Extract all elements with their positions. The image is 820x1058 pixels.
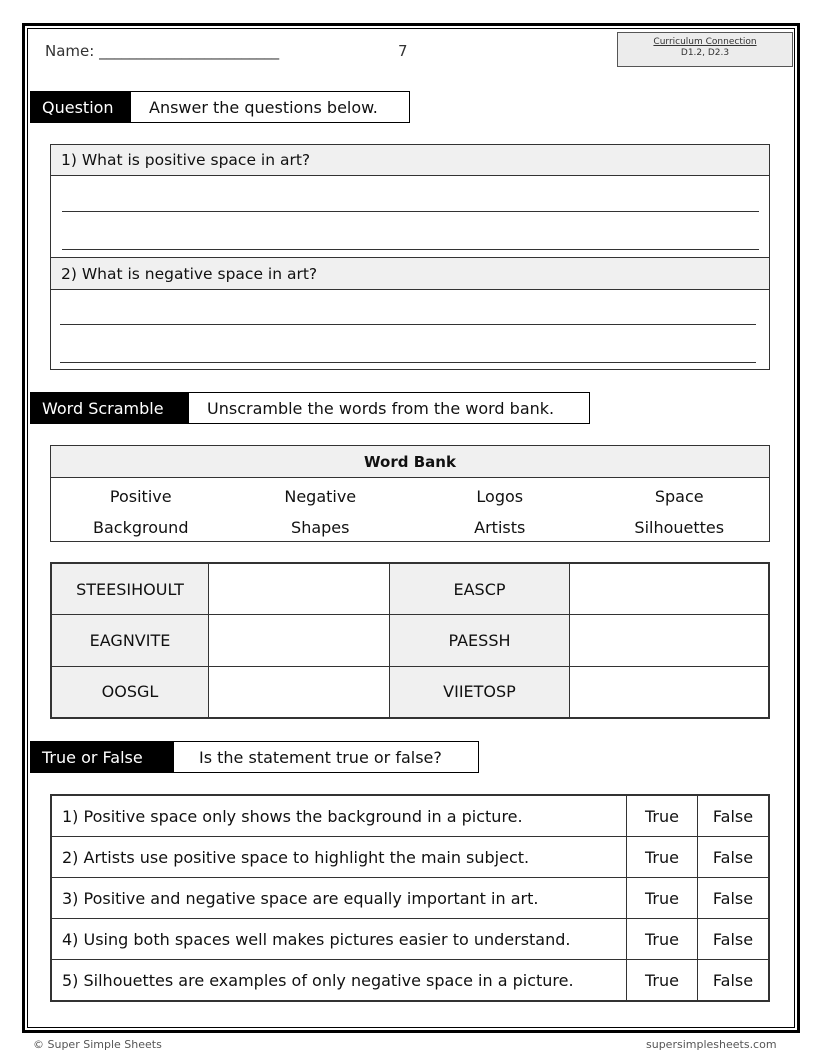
answer-line[interactable] (62, 249, 759, 250)
true-false-table (50, 794, 770, 1002)
answer-cell[interactable] (570, 615, 769, 666)
name-field[interactable]: Name: ________________________ (45, 42, 280, 60)
scrambled-word: PAESSH (390, 615, 570, 666)
table-row (52, 666, 769, 717)
section-label: Question (30, 91, 131, 123)
answer-cell[interactable] (570, 564, 769, 615)
answer-line[interactable] (62, 211, 759, 212)
scrambled-word: EAGNVITE (52, 615, 209, 666)
word-bank-item: Silhouettes (634, 518, 725, 537)
scrambled-word: VIIETOSP (390, 666, 570, 717)
table-row (52, 615, 769, 666)
curriculum-title: Curriculum Connection (653, 37, 757, 47)
tf-section-header (30, 741, 479, 773)
true-option[interactable]: True (627, 878, 698, 919)
true-option[interactable]: True (627, 919, 698, 960)
word-bank-item: Logos (476, 487, 524, 506)
table-row (52, 960, 769, 1001)
tf-statement: 5) Silhouettes are examples of only negative space in a picture. (52, 960, 627, 1001)
question-box (50, 144, 770, 370)
scramble-section-header (30, 392, 590, 424)
footer-copyright: © Super Simple Sheets (33, 1038, 162, 1051)
scramble-table (50, 562, 770, 719)
word-bank-title: Word Bank (51, 446, 769, 478)
scrambled-word: EASCP (390, 564, 570, 615)
answer-cell[interactable] (209, 564, 390, 615)
answer-cell[interactable] (209, 666, 390, 717)
scrambled-word: STEESIHOULT (52, 564, 209, 615)
true-option[interactable]: True (627, 796, 698, 837)
false-option[interactable]: False (698, 878, 769, 919)
scrambled-word: OOSGL (52, 666, 209, 717)
false-option[interactable]: False (698, 796, 769, 837)
footer-website[interactable]: supersimplesheets.com (646, 1038, 777, 1051)
false-option[interactable]: False (698, 960, 769, 1001)
word-bank (50, 445, 770, 542)
word-bank-item: Shapes (291, 518, 350, 537)
true-option[interactable]: True (627, 960, 698, 1001)
section-instruction: Answer the questions below. (131, 91, 410, 123)
question-section-header (30, 91, 410, 123)
question-1: 1) What is positive space in art? (51, 145, 769, 176)
word-bank-item: Negative (284, 487, 357, 506)
table-row (52, 919, 769, 960)
section-instruction: Unscramble the words from the word bank. (189, 392, 590, 424)
tf-statement: 1) Positive space only shows the background in a picture. (52, 796, 627, 837)
answer-line[interactable] (60, 324, 756, 325)
tf-statement: 4) Using both spaces well makes pictures easier to understand. (52, 919, 627, 960)
false-option[interactable]: False (698, 837, 769, 878)
section-label: Word Scramble (30, 392, 189, 424)
tf-statement: 3) Positive and negative space are equally important in art. (52, 878, 627, 919)
word-bank-item: Space (654, 487, 704, 506)
false-option[interactable]: False (698, 919, 769, 960)
table-row (52, 564, 769, 615)
table-row (52, 796, 769, 837)
answer-cell[interactable] (209, 615, 390, 666)
word-bank-item: Artists (474, 518, 526, 537)
true-option[interactable]: True (627, 837, 698, 878)
table-row (52, 878, 769, 919)
section-label: True or False (30, 741, 174, 773)
page-number: 7 (398, 42, 408, 60)
table-row (52, 837, 769, 878)
curriculum-codes: D1.2, D2.3 (680, 48, 730, 58)
section-instruction: Is the statement true or false? (174, 741, 479, 773)
curriculum-connection-box (617, 32, 793, 67)
answer-cell[interactable] (570, 666, 769, 717)
answer-line[interactable] (60, 362, 756, 363)
word-bank-item: Positive (109, 487, 172, 506)
question-2: 2) What is negative space in art? (51, 257, 769, 290)
tf-statement: 2) Artists use positive space to highlight the main subject. (52, 837, 627, 878)
word-bank-item: Background (93, 518, 189, 537)
